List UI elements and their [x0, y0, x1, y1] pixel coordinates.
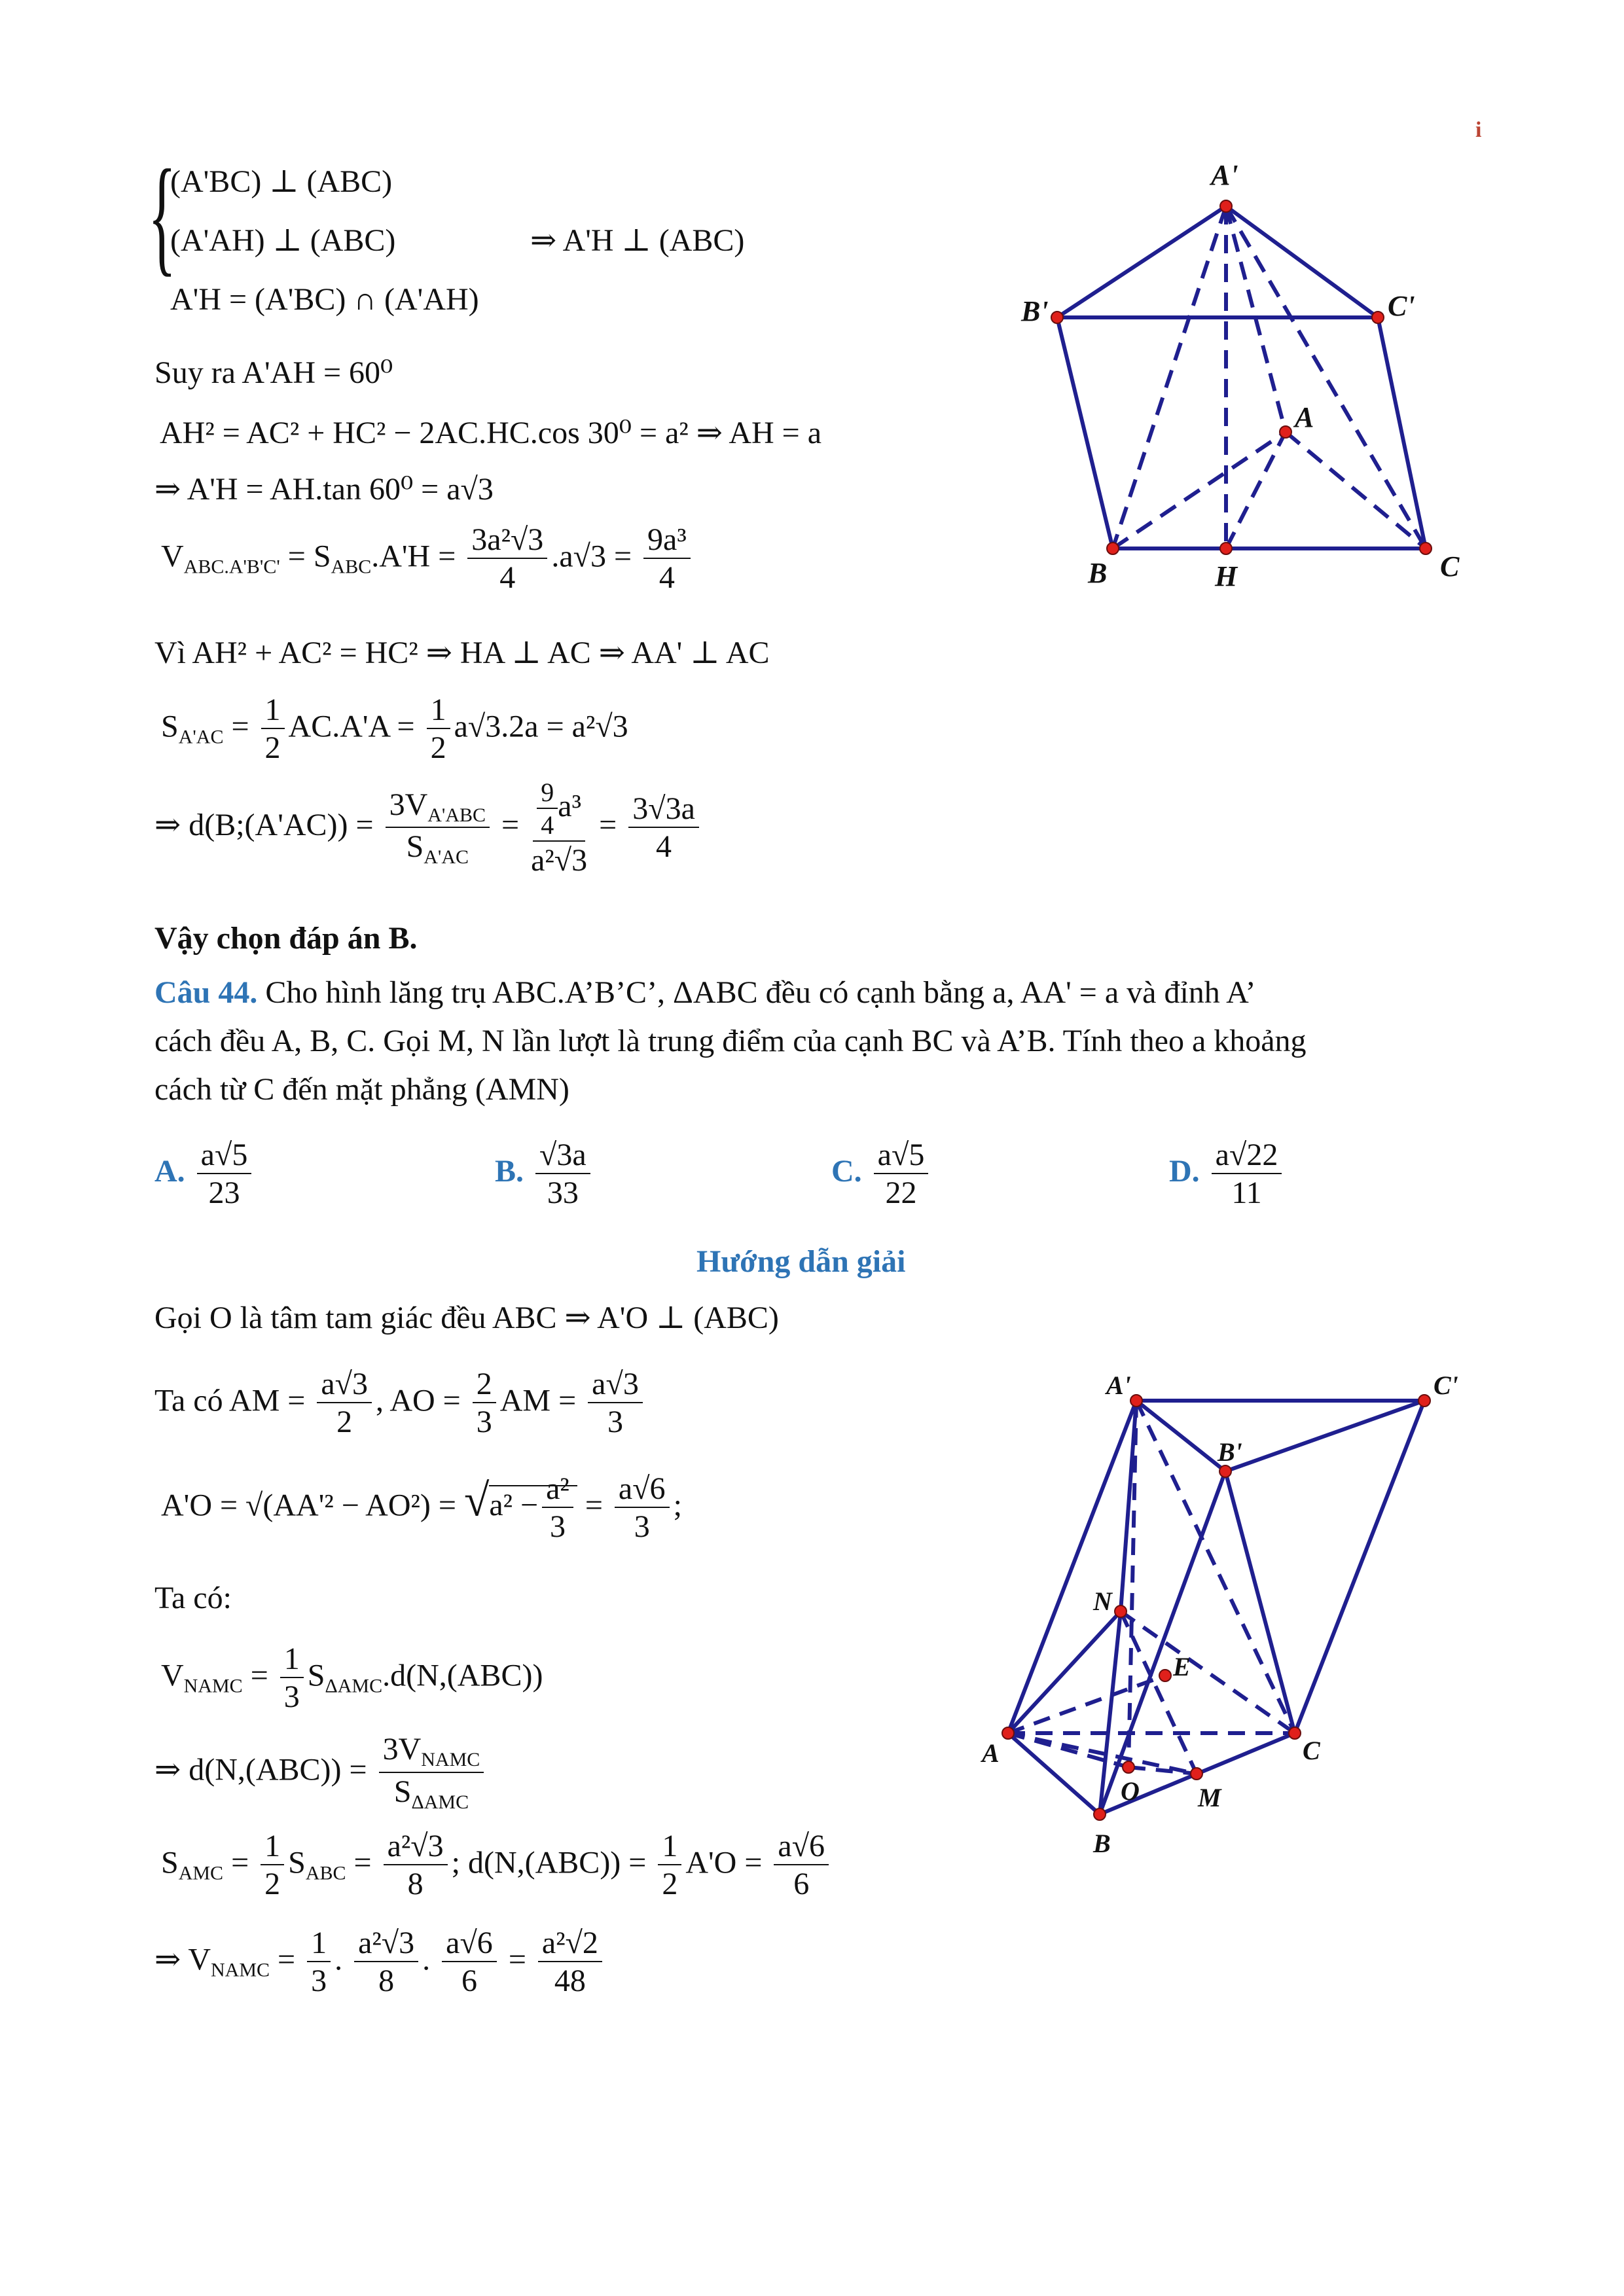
- system-line-2: (A'AH) ⊥ (ABC): [170, 223, 396, 258]
- figure-2: [975, 1348, 1499, 1885]
- label2-a: A: [982, 1738, 1000, 1768]
- point2-n: [1115, 1605, 1127, 1617]
- label2-n: N: [1093, 1587, 1112, 1616]
- line-vnamc: $V_{NAMC}$ = $\frac{1}{3}$ $S_{\Delta AMC}.d(N,(ABC))$: [161, 1641, 543, 1715]
- label-c1: C': [1388, 290, 1415, 322]
- line-samc: $S_{AMC}$ = $\frac{1}{2}$ $S_{ABC}$ = $\frac{\text{a²√3}}{8}$ ; d(N,(ABC)) = $\frac{1}{2}$ A'O = $\frac{a√6}{6}$: [161, 1830, 833, 1901]
- conclusion: Vậy chọn đáp án B.: [154, 921, 418, 956]
- label2-b: B: [1093, 1829, 1111, 1858]
- edge2-a1c-dash: [1136, 1401, 1295, 1733]
- label2-b1: B': [1218, 1437, 1242, 1467]
- line-distance: ⇒ d(B;(A'AC)) = $\frac{3V_{A'ABC}}{S_{A'AC}}$ = $\frac{9}{4}$ a³ a²√3 = $\frac{3√3a}{4}$: [154, 779, 703, 877]
- edge2-an: [1008, 1611, 1121, 1733]
- point-c: [1420, 543, 1432, 554]
- edge-b1b: [1057, 317, 1113, 548]
- line-area: $S_{A'AC}$ = $\frac{1}{2}$ AC.A'A = $\frac{1}{2}$ a√3.2a = a²√3: [161, 692, 628, 766]
- choice-a[interactable]: A. $\frac{a√5}{23}$: [154, 1139, 255, 1210]
- label2-m: M: [1198, 1783, 1221, 1812]
- point-a1: [1220, 200, 1232, 212]
- line-volume: $V_{ABC.A'B'C'} = S_{ABC}.A'H$ = $\frac{\text{3a²√3}}{4}$ .a√3 = $\frac{\text{9a³}}{4}$: [161, 524, 695, 595]
- point2-m: [1191, 1768, 1202, 1780]
- edge2-a1a: [1008, 1401, 1136, 1733]
- point-a: [1280, 426, 1291, 438]
- edge-a1b-dash: [1113, 206, 1226, 548]
- edge-a1c1: [1226, 206, 1378, 317]
- line-dn: ⇒ d(N,(ABC)) = $\frac{3V_{NAMC}}{S_{\Delta AMC}}$: [154, 1733, 488, 1812]
- point2-o: [1123, 1761, 1134, 1773]
- system-brace: {: [148, 143, 177, 288]
- edge-a1b1: [1057, 206, 1226, 317]
- label-b1: B': [1021, 295, 1049, 327]
- point2-e: [1159, 1670, 1171, 1681]
- edge-ba-dash: [1113, 432, 1286, 548]
- system-line-1: (A'BC) ⊥ (ABC): [170, 164, 393, 199]
- edge2-om-dash: [1128, 1767, 1197, 1774]
- choice-b[interactable]: B. $\frac{√3a}{33}$: [495, 1139, 594, 1210]
- line-ta-co: Ta có:: [154, 1581, 232, 1615]
- line-ao: A'O = √(AA'² − AO²) = √a² − $\frac{\text{a²}}{3}$ = $\frac{a√6}{3}$ ;: [161, 1471, 682, 1545]
- system-result: ⇒ A'H ⊥ (ABC): [530, 223, 745, 258]
- edge2-ab: [1008, 1733, 1100, 1814]
- edge2-c1c: [1295, 1401, 1424, 1733]
- point2-b: [1094, 1808, 1106, 1820]
- label-h: H: [1215, 560, 1238, 592]
- point2-c: [1289, 1727, 1301, 1739]
- edge2-a1b1: [1136, 1401, 1225, 1471]
- label2-c1: C': [1434, 1371, 1458, 1400]
- line-vi: Vì AH² + AC² = HC² ⇒ HA ⊥ AC ⇒ AA' ⊥ AC: [154, 636, 770, 670]
- guide-title: Hướng dẫn giải: [696, 1244, 906, 1279]
- point-c1: [1372, 312, 1384, 323]
- label-b: B: [1088, 557, 1108, 589]
- label2-o: O: [1121, 1776, 1140, 1806]
- question-number: Câu 44.: [154, 975, 258, 1010]
- edge2-b1c1: [1225, 1401, 1424, 1471]
- label2-e: E: [1173, 1652, 1191, 1681]
- choice-c[interactable]: C. $\frac{a√5}{22}$: [831, 1139, 932, 1210]
- line-ah-prime: ⇒ A'H = AH.tan 60⁰ = a√3: [154, 472, 494, 507]
- point2-a: [1002, 1727, 1014, 1739]
- edge-a1c-dash: [1226, 206, 1426, 548]
- choice-d[interactable]: D. $\frac{a√22}{11}$: [1169, 1139, 1286, 1210]
- point2-c1: [1418, 1395, 1430, 1407]
- figure-1: [1008, 157, 1479, 602]
- point-b: [1107, 543, 1119, 554]
- edge-ha-dash: [1226, 432, 1286, 548]
- line-ta-co-am: Ta có AM = $\frac{a√3}{2}$ , AO = $\frac{2}{3}$ AM = $\frac{a√3}{3}$: [154, 1368, 647, 1439]
- line-ah-squared: AH² = AC² + HC² − 2AC.HC.cos 30⁰ = a² ⇒ AH = a: [160, 416, 822, 450]
- point2-b1: [1219, 1465, 1231, 1477]
- question-44: Câu 44. Cho hình lăng trụ ABC.A’B’C’, ΔABC đều có cạnh bằng a, AA' = a và đỉnh A’ cách đều A, B, C. Gọi M, N lần lượt là trung điểm của cạnh BC và A’B. Tính theo a khoảng cách từ C đến mặt phẳng (AMN): [154, 975, 1307, 1107]
- system-line-3: A'H = (A'BC) ∩ (A'AH): [170, 282, 479, 317]
- label-a1: A': [1211, 159, 1238, 191]
- label2-a1: A': [1106, 1371, 1131, 1400]
- point2-a1: [1130, 1395, 1142, 1407]
- line-goi-o: Gọi O là tâm tam giác đều ABC ⇒ A'O ⊥ (ABC): [154, 1300, 779, 1335]
- point-h: [1220, 543, 1232, 554]
- label-c: C: [1440, 550, 1460, 583]
- label2-c: C: [1303, 1736, 1320, 1765]
- point-b1: [1051, 312, 1063, 323]
- corner-mark: i: [1475, 118, 1482, 142]
- label-a: A: [1295, 401, 1314, 433]
- line-suy-ra: Suy ra A'AH = 60⁰: [154, 355, 393, 390]
- line-vfinal: ⇒ $V_{NAMC}$ = $\frac{1}{3}$ . $\frac{\text{a²√3}}{8}$ . $\frac{a√6}{6}$ = $\frac{\text{a²√2}}{48}$: [154, 1927, 606, 1998]
